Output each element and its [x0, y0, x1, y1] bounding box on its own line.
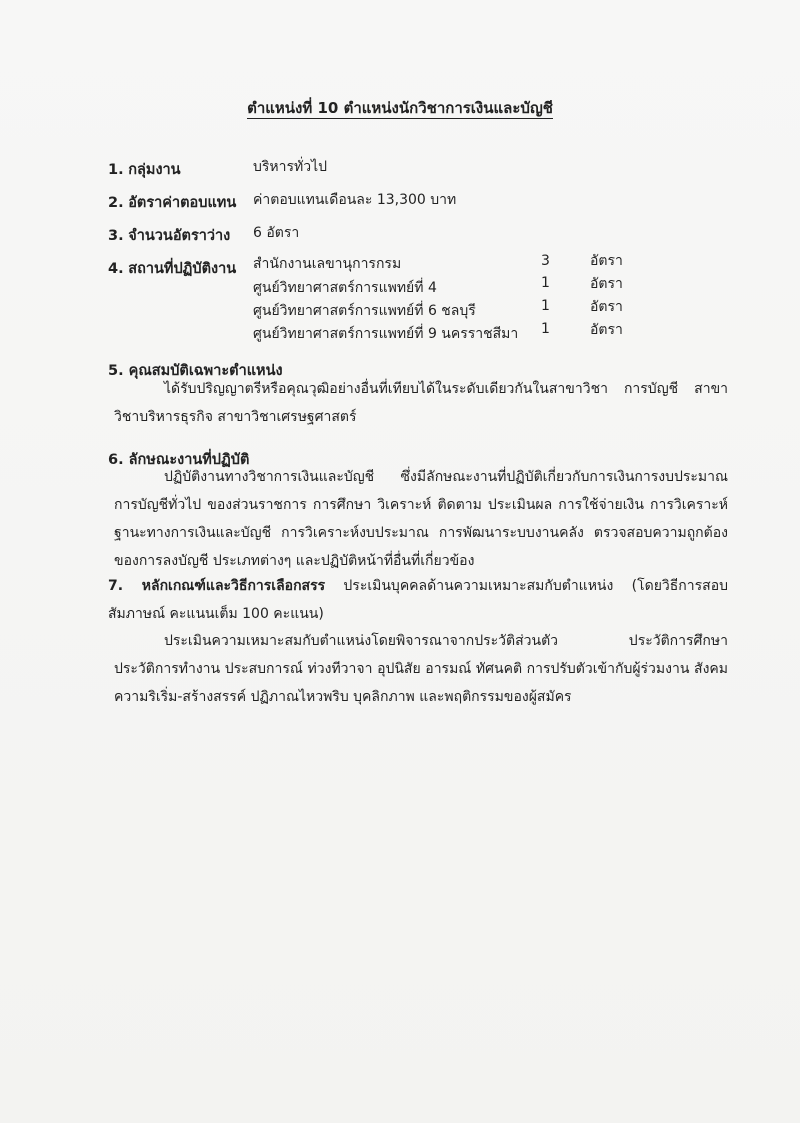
field-label: จำนวนอัตราว่าง — [128, 228, 231, 244]
location-unit: อัตรา — [590, 253, 623, 269]
field-number: 3. — [108, 228, 124, 244]
section-7-body: ประเมินความเหมาะสมกับตำแหน่งโดยพิจารณาจากประวัติส่วนตัว ประวัติการศึกษา ประวัติการทำงาน ประสบการณ์ ท่วงทีวาจา อุปนิสัย อารมณ์ ทัศนคติ การปรับตัวเข้ากับผู้ร่วมงาน สังคม ความริเริ่ม-สร้างสรรค์ ปฏิภาณไหวพริบ บุคลิกภาพ และพฤติกรรมของผู้สมัคร — [114, 633, 728, 705]
field-vacancies — [108, 224, 230, 247]
section-7-heading: 7. หลักเกณฑ์และวิธีการเลือกสรร — [108, 578, 326, 594]
field-number: 4. — [108, 261, 124, 277]
field-workplace — [108, 257, 236, 280]
location-unit: อัตรา — [590, 299, 623, 315]
location-count: 1 — [541, 321, 550, 337]
field-compensation — [108, 191, 236, 214]
section-6-heading: 6. ลักษณะงานที่ปฏิบัติ — [108, 452, 250, 468]
page-title-text: ตำแหน่งที่ 10 ตำแหน่งนักวิชาการเงินและบัญชี — [247, 99, 553, 117]
field-label: อัตราค่าตอบแทน — [128, 195, 237, 211]
field-value-group: บริหารทั่วไป — [253, 159, 328, 175]
field-label: กลุ่มงาน — [128, 162, 181, 178]
location-count: 1 — [541, 298, 550, 314]
field-number: 2. — [108, 195, 124, 211]
page-title — [0, 96, 800, 120]
field-group — [108, 158, 181, 181]
location-unit: อัตรา — [590, 276, 623, 292]
section-6-body: ปฏิบัติงานทางวิชาการเงินและบัญชี ซึ่งมีลักษณะงานที่ปฏิบัติเกี่ยวกับการเงินการงบประมาณการบัญชีทั่วไป ของส่วนราชการ การศึกษา วิเคราะห์ ติดตาม ประเมินผล การใช้จ่ายเงิน การวิเคราะห์ฐานะทางการเงินและบัญชี การวิเคราะห์งบประมาณ การพัฒนาระบบงานคลัง ตรวจสอบความถูกต้องของการลงบัญชี ประเภทต่างๆ และปฏิบัติหน้าที่อื่นที่เกี่ยวข้อง — [114, 469, 728, 569]
location-count: 3 — [541, 253, 550, 269]
section-5-body: ได้รับปริญญาตรีหรือคุณวุฒิอย่างอื่นที่เทียบได้ในระดับเดียวกันในสาขาวิชา การบัญชี สาขาวิชาบริหารธุรกิจ สาขาวิชาเศรษฐศาสตร์ — [114, 381, 728, 425]
section-5-heading: 5. คุณสมบัติเฉพาะตำแหน่ง — [108, 363, 283, 379]
field-value-vacancies: 6 อัตรา — [253, 225, 300, 241]
location-name: ศูนย์วิทยาศาสตร์การแพทย์ที่ 9 นครราชสีมา — [253, 326, 519, 342]
location-count: 1 — [541, 275, 550, 291]
section-7-intro: ประเมินบุคคลด้านความเหมาะสมกับตำแหน่ง (โดยวิธีการสอบสัมภาษณ์ คะแนนเต็ม 100 คะแนน) — [108, 578, 728, 622]
location-name: สำนักงานเลขานุการกรม — [253, 256, 402, 272]
section-7-intro-block — [108, 572, 728, 628]
field-label: สถานที่ปฏิบัติงาน — [128, 261, 237, 277]
field-value-compensation: ค่าตอบแทนเดือนละ 13,300 บาท — [253, 192, 457, 208]
field-number: 1. — [108, 162, 124, 178]
location-name: ศูนย์วิทยาศาสตร์การแพทย์ที่ 4 — [253, 280, 437, 296]
location-unit: อัตรา — [590, 322, 623, 338]
location-name: ศูนย์วิทยาศาสตร์การแพทย์ที่ 6 ชลบุรี — [253, 303, 476, 319]
